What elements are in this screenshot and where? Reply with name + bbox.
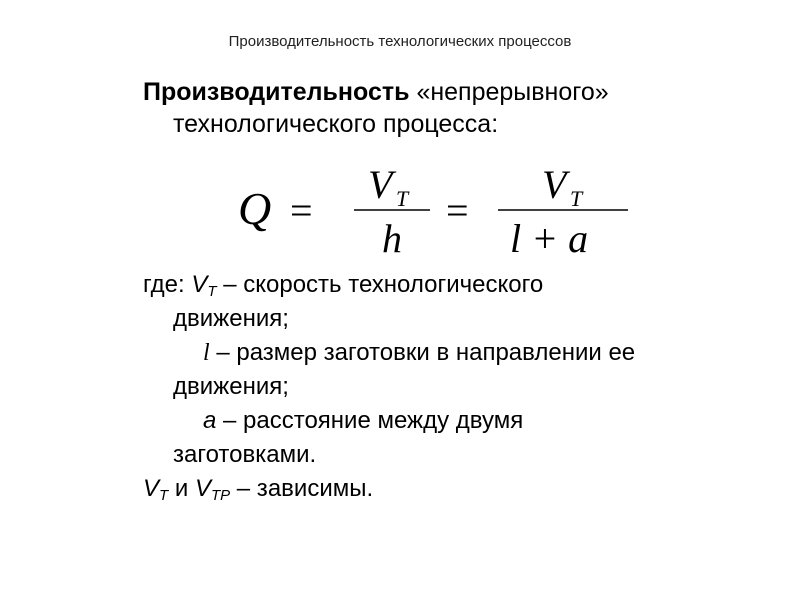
productivity-formula xyxy=(230,158,650,262)
conclusion xyxy=(143,472,783,506)
heading-bold: Производительность xyxy=(143,78,410,106)
formula-t2: T xyxy=(570,186,583,211)
l-symbol: l xyxy=(203,340,210,366)
v-text-cont: движения; xyxy=(173,305,289,332)
conclusion-text: – зависимы. xyxy=(230,475,374,502)
slide-title: Производительность технологических процессов xyxy=(228,33,572,50)
v-text: – скорость технологического xyxy=(216,271,544,298)
definitions xyxy=(143,268,783,506)
heading-rest: «непрерывного» xyxy=(416,78,609,106)
formula-v2: V xyxy=(542,162,567,207)
v1-symbol: V xyxy=(143,475,160,502)
definition-l xyxy=(143,336,783,370)
formula-l-plus-a: l + a xyxy=(510,216,589,261)
v-symbol: V xyxy=(191,271,208,298)
a-symbol: a xyxy=(203,407,217,434)
v2-symbol: V xyxy=(194,475,211,502)
v1-sub: T xyxy=(159,487,169,504)
definition-v xyxy=(143,268,783,302)
l-text: – размер заготовки в направлении ее xyxy=(209,339,636,366)
v2-sub: TP xyxy=(210,487,231,504)
formula-t1: T xyxy=(396,186,409,211)
heading xyxy=(143,76,743,140)
heading-line2: технологического процесса: xyxy=(173,110,499,138)
formula-v1: V xyxy=(368,162,393,207)
formula-eq2: = xyxy=(446,188,469,233)
l-text-cont: движения; xyxy=(173,373,289,400)
a-text: – расстояние между двумя xyxy=(216,407,524,434)
v-sub: T xyxy=(207,283,217,300)
a-text-cont: заготовками. xyxy=(173,441,317,468)
and-word: и xyxy=(168,475,195,502)
definition-a xyxy=(143,404,783,438)
prefix-label: где: xyxy=(143,271,185,298)
formula-eq1: = xyxy=(290,188,313,233)
formula-h: h xyxy=(382,216,402,261)
formula-q: Q xyxy=(238,183,272,234)
